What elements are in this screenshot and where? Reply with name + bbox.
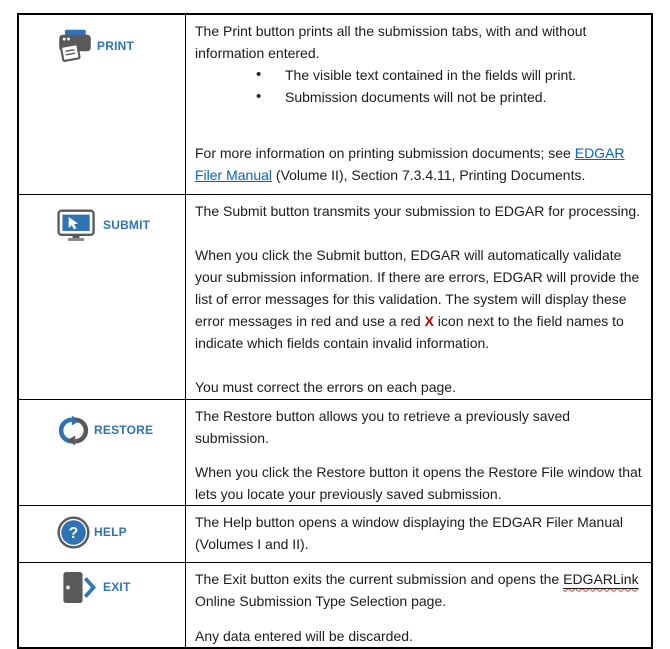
print-more-info [195,142,647,186]
restore-button-label: RESTORE [94,423,154,437]
red-x-icon: X [424,312,434,329]
spacer [195,612,647,625]
table-row-restore [18,399,652,505]
restore-button-graphic [57,414,185,447]
restore-description-cell [186,399,653,505]
table-row-exit [18,562,652,648]
exit-discard-text: Any data entered will be discarded. [195,627,413,644]
restore-button-cell [18,399,186,505]
edgarlink-underlined-text: EDGARLink [563,570,639,587]
text-segment: (Volume II), Section 7.3.4.11, Printing Documents. [272,167,586,183]
buttons-help-table [17,13,653,649]
spacer [195,449,647,461]
submit-button-graphic [57,209,185,242]
restore-description: The Restore button allows you to retrieve a previously saved submission. [195,407,571,446]
print-description: The Print button prints all the submission tabs, with and without information entered. [195,23,587,61]
exit-button-label: EXIT [103,580,131,594]
spacer [195,222,647,244]
help-button-cell [18,505,186,562]
question-mark-icon [57,516,90,549]
exit-description-cell [186,562,653,648]
printer-icon [57,29,93,62]
submit-button-label: SUBMIT [103,218,151,232]
submit-validation-text [195,244,647,354]
print-button-cell [18,14,186,194]
edgar-filer-manual-link[interactable]: EDGAR Filer Manual [195,145,625,183]
print-button-graphic [57,29,185,62]
submit-correct-errors-text: You must correct the errors on each page. [195,378,456,395]
text-segment: When you click the Submit button, EDGAR will automatically validate your submission information. If there are errors, EDGAR will provide the list of error messages for this validation. The system will display these error messages in red and use a red [195,246,640,329]
table-row-print [18,14,652,194]
svg-text:?: ? [68,524,79,542]
exit-door-icon [57,571,99,604]
text-segment: Online Submission Type Selection page. [195,592,447,609]
print-bullet-list [195,64,647,108]
print-description-cell [186,14,653,194]
help-button-label: HELP [94,525,127,539]
spellcheck-underline [563,571,638,587]
table-row-help [18,505,652,562]
monitor-cursor-icon [57,209,99,242]
restore-window-text: When you click the Restore button it opens the Restore File window that lets you locate your previously saved submission. [195,463,642,502]
exit-description [195,568,647,612]
text-segment: icon next to the field names to indicate which fields contain invalid information. [195,312,624,351]
submit-description: The Submit button transmits your submission to EDGAR for processing. [195,202,641,219]
text-segment: The Exit button exits the current submission and opens the [195,570,564,587]
spacer [195,354,647,376]
exit-button-graphic [57,571,185,604]
exit-button-cell [18,562,186,648]
print-button-label: PRINT [97,38,134,53]
help-button-graphic [57,516,185,549]
submit-description-cell [186,194,653,399]
spacer [195,108,647,142]
restore-arrows-icon [57,414,90,447]
bullet-item: • Submission documents will not be printed. [195,86,647,108]
help-description-cell [186,505,653,562]
help-description: The Help button opens a window displaying the EDGAR Filer Manual (Volumes I and II). [195,513,624,552]
submit-button-cell [18,194,186,399]
text-segment: For more information on printing submission documents; see [195,145,575,161]
bullet-item: • The visible text contained in the fields will print. [195,64,647,86]
table-row-submit [18,194,652,399]
